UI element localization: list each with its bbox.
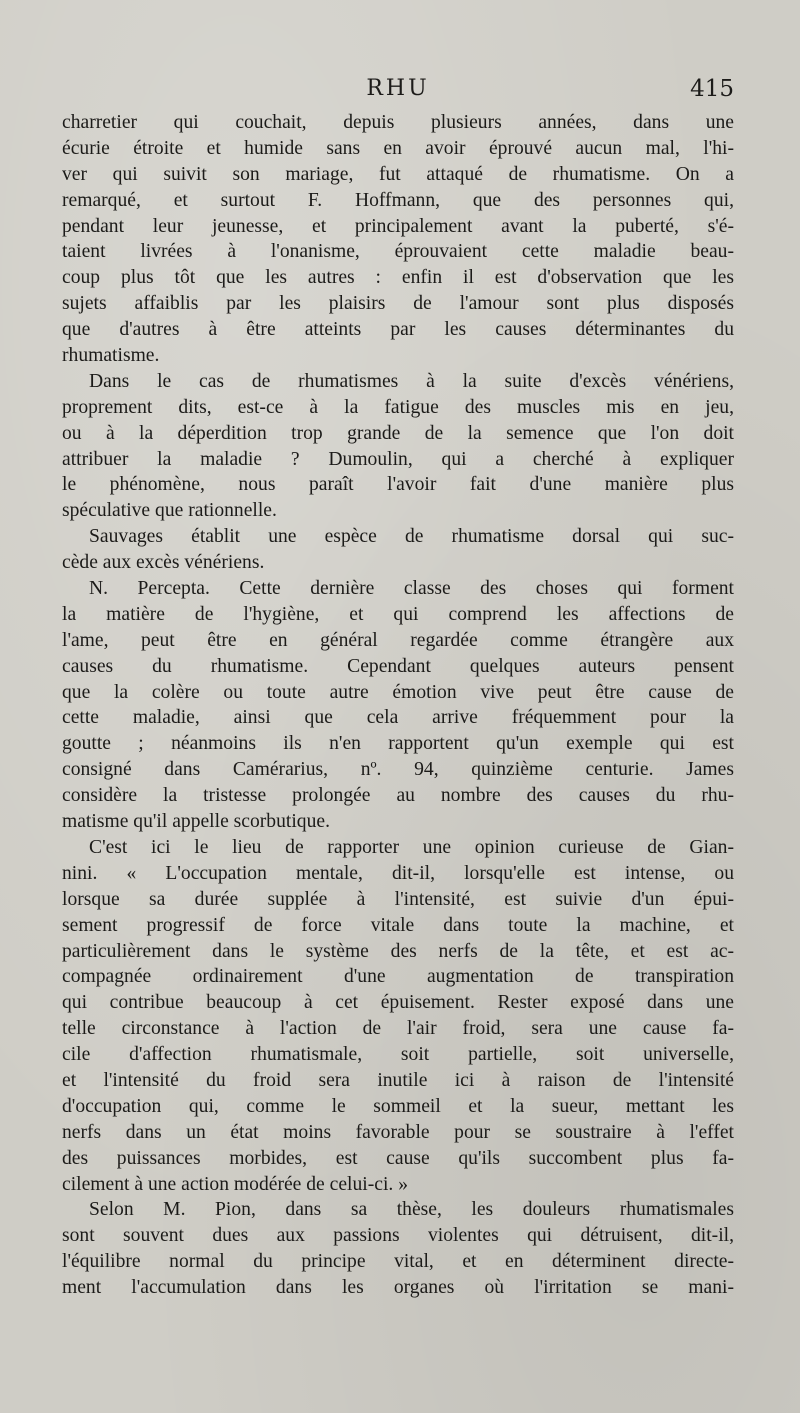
text-line: nerfs dans un état moins favorable pour se soustraire à l'effet <box>62 1121 734 1143</box>
text-line: matisme qu'il appelle scorbutique. <box>62 811 330 833</box>
text-line: remarqué, et surtout F. Hoffmann, que des personnes qui, <box>62 189 734 211</box>
text-line: pendant leur jeunesse, et principalement avant la puberté, s'é- <box>62 215 734 237</box>
text-line: attribuer la maladie ? Dumoulin, qui a cherché à expliquer <box>62 448 734 470</box>
text-line: ment l'accumulation dans les organes où l'irritation se mani- <box>62 1277 734 1299</box>
text-line: lorsque sa durée supplée à l'intensité, est suivie d'un épui- <box>62 888 734 910</box>
text-line: spéculative que rationnelle. <box>62 500 277 522</box>
running-head <box>62 72 734 108</box>
body-text <box>62 110 734 1301</box>
text-line: d'occupation qui, comme le sommeil et la sueur, mettant les <box>62 1095 734 1117</box>
text-line: compagnée ordinairement d'une augmentation de transpiration <box>62 966 734 988</box>
text-line: que la colère ou toute autre émotion vive peut être cause de <box>62 681 734 703</box>
text-line: le phénomène, nous paraît l'avoir fait d'une manière plus <box>62 474 734 496</box>
text-line: et l'intensité du froid sera inutile ici à raison de l'intensité <box>62 1069 734 1091</box>
text-line: considère la tristesse prolongée au nombre des causes du rhu- <box>62 785 734 807</box>
text-line: cilement à une action modérée de celui-ci. » <box>62 1173 408 1195</box>
paragraph-start-line: Dans le cas de rhumatismes à la suite d'excès vénériens, <box>89 370 734 392</box>
text-line: particulièrement dans le système des nerfs de la tête, et est ac- <box>62 940 734 962</box>
text-line: proprement dits, est-ce à la fatigue des muscles mis en jeu, <box>62 396 734 418</box>
text-line: causes du rhumatisme. Cependant quelques auteurs pensent <box>62 655 734 677</box>
text-line: des puissances morbides, est cause qu'ils succombent plus fa- <box>62 1147 734 1169</box>
paragraph-start-line: Sauvages établit une espèce de rhumatisme dorsal qui suc- <box>89 526 734 548</box>
text-line: l'équilibre normal du principe vital, et en déterminent directe- <box>62 1251 734 1273</box>
running-title: RHU <box>366 76 430 101</box>
text-line: charretier qui couchait, depuis plusieurs années, dans une <box>62 112 734 133</box>
text-line: coup plus tôt que les autres : enfin il est d'observation que les <box>62 267 734 289</box>
text-line: taient livrées à l'onanisme, éprouvaient cette maladie beau- <box>62 241 734 263</box>
text-line: la matière de l'hygiène, et qui comprend les affections de <box>62 603 734 625</box>
text-line: consigné dans Camérarius, nº. 94, quinzième centurie. James <box>62 759 734 781</box>
text-line: sement progressif de force vitale dans toute la machine, et <box>62 914 734 936</box>
text-line: sujets affaiblis par les plaisirs de l'amour sont plus disposés <box>62 293 734 315</box>
text-line: ver qui suivit son mariage, fut attaqué de rhumatisme. On a <box>62 163 734 185</box>
page-number: 415 <box>690 76 734 102</box>
text-line: ou à la déperdition trop grande de la semence que l'on doit <box>62 422 734 444</box>
text-line: que d'autres à être atteints par les causes déterminantes du <box>62 319 734 341</box>
text-line: sont souvent dues aux passions violentes qui détruisent, dit-il, <box>62 1225 734 1247</box>
text-line: rhumatisme. <box>62 345 160 367</box>
text-line: l'ame, peut être en général regardée comme étrangère aux <box>62 629 734 651</box>
text-line: telle circonstance à l'action de l'air froid, sera une cause fa- <box>62 1018 734 1040</box>
text-line: goutte ; néanmoins ils n'en rapportent qu'un exemple qui est <box>62 733 734 755</box>
text-line: écurie étroite et humide sans en avoir éprouvé aucun mal, l'hi- <box>62 137 734 159</box>
text-line: cette maladie, ainsi que cela arrive fréquemment pour la <box>62 707 734 729</box>
text-line: nini. « L'occupation mentale, dit-il, lorsqu'elle est intense, ou <box>62 862 734 884</box>
paragraph-start-line: C'est ici le lieu de rapporter une opinion curieuse de Gian- <box>89 836 734 858</box>
paragraph-start-line: N. Percepta. Cette dernière classe des choses qui forment <box>89 578 734 600</box>
text-line: cile d'affection rhumatismale, soit partielle, soit universelle, <box>62 1044 734 1066</box>
paragraph-start-line: Selon M. Pion, dans sa thèse, les douleurs rhumatismales <box>89 1199 734 1221</box>
text-line: cède aux excès vénériens. <box>62 552 265 574</box>
text-line: qui contribue beaucoup à cet épuisement. Rester exposé dans une <box>62 992 734 1014</box>
